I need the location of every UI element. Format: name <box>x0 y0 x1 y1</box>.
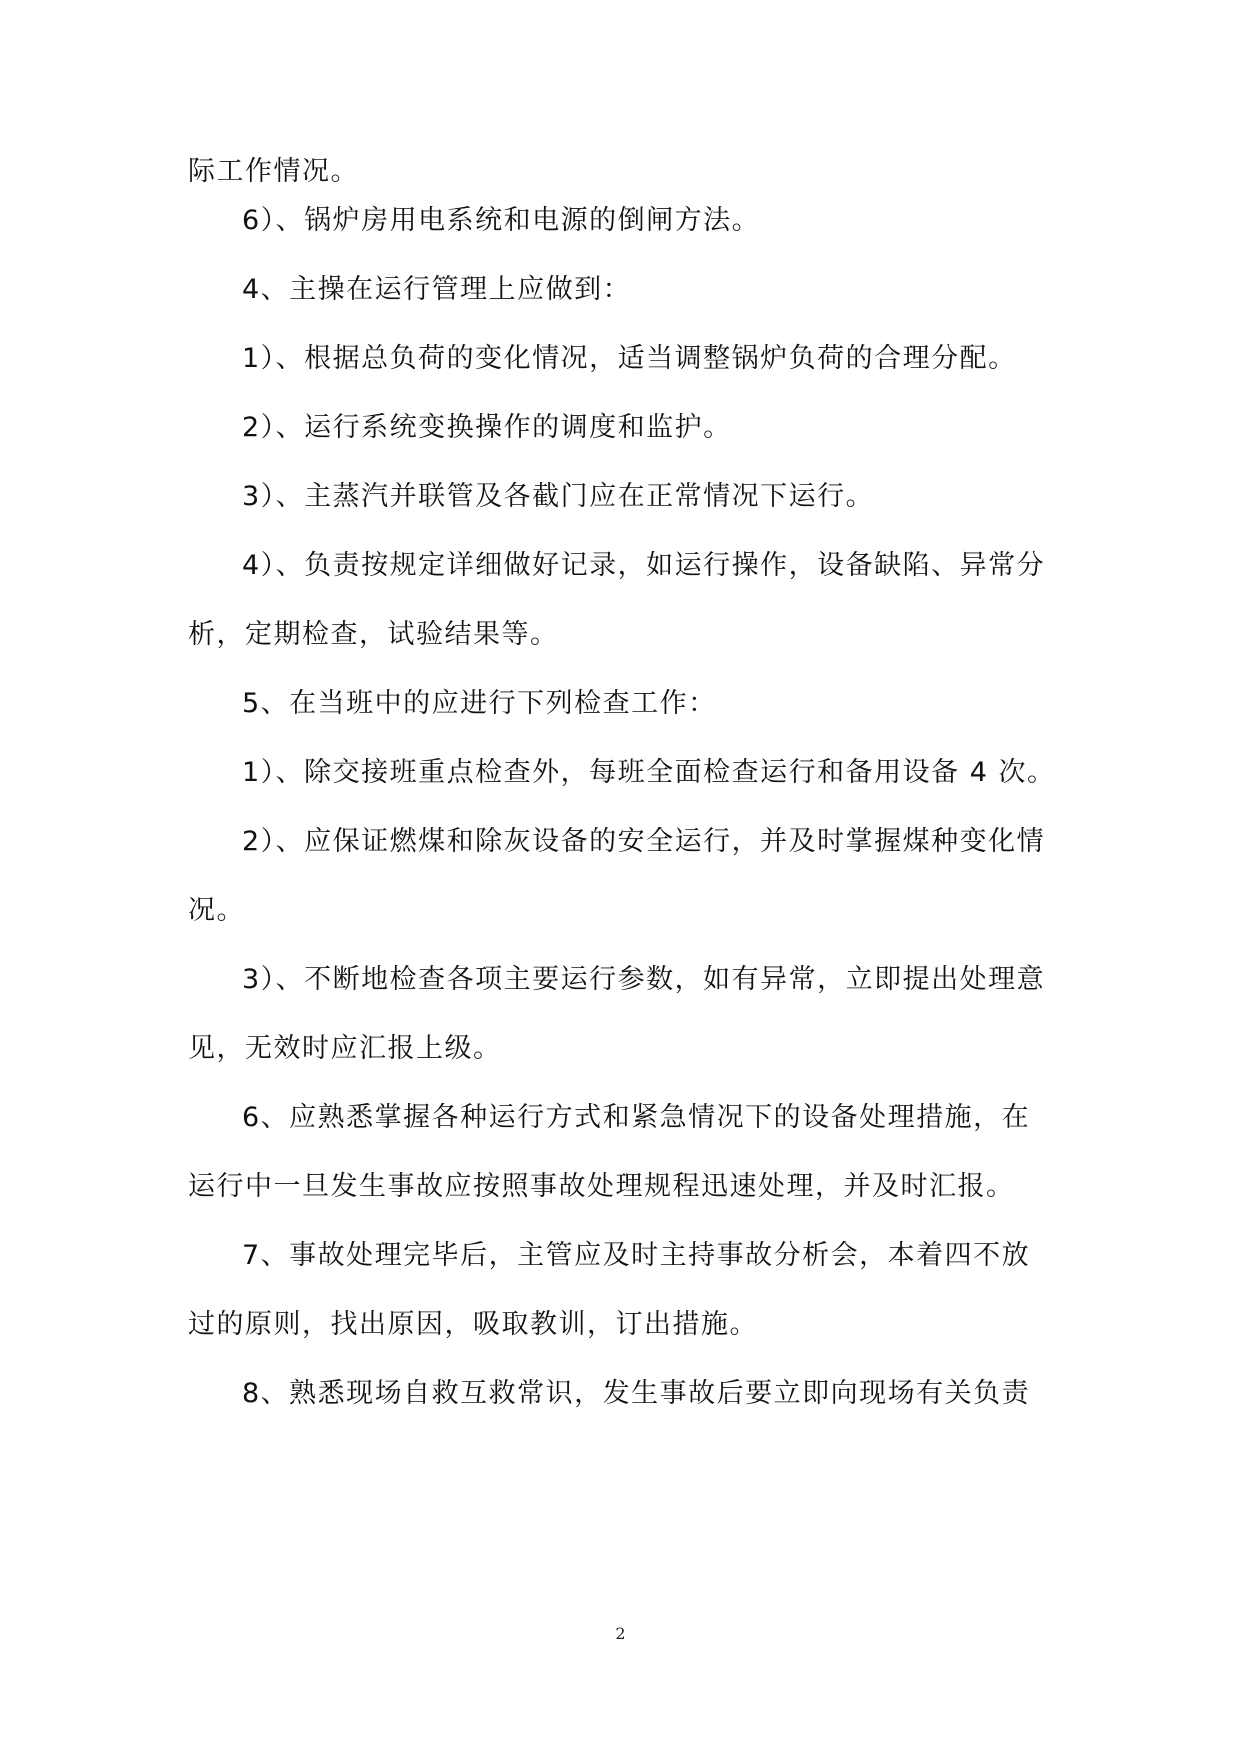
page-number: 2 <box>615 1624 626 1643</box>
text-line: 析，定期检查，试验结果等。 <box>188 619 559 650</box>
text-line: 况。 <box>188 895 245 926</box>
text-line: 际工作情况。 <box>188 156 359 187</box>
text-line: 8、熟悉现场自救互救常识，发生事故后要立即向现场有关负责 <box>242 1378 1031 1409</box>
text-line: 4、主操在运行管理上应做到： <box>242 274 632 305</box>
text-line: 1）、根据总负荷的变化情况，适当调整锅炉负荷的合理分配。 <box>242 343 1017 374</box>
text-line: 5、在当班中的应进行下列检查工作： <box>242 688 717 719</box>
text-line: 6、应熟悉掌握各种运行方式和紧急情况下的设备处理措施，在 <box>242 1102 1031 1133</box>
text-line: 3）、主蒸汽并联管及各截门应在正常情况下运行。 <box>242 481 875 512</box>
text-line: 运行中一旦发生事故应按照事故处理规程迅速处理，并及时汇报。 <box>188 1171 1015 1202</box>
text-line: 7、事故处理完毕后，主管应及时主持事故分析会，本着四不放 <box>242 1240 1031 1271</box>
text-line: 2）、应保证燃煤和除灰设备的安全运行，并及时掌握煤种变化情 <box>242 826 1046 857</box>
text-line: 过的原则，找出原因，吸取教训，订出措施。 <box>188 1309 758 1340</box>
text-line: 2）、运行系统变换操作的调度和监护。 <box>242 412 732 443</box>
text-line: 3）、不断地检查各项主要运行参数，如有异常，立即提出处理意 <box>242 964 1046 995</box>
text-line: 6）、锅炉房用电系统和电源的倒闸方法。 <box>242 205 761 236</box>
text-line: 1）、除交接班重点检查外，每班全面检查运行和备用设备 4 次。 <box>242 757 1056 788</box>
text-line: 4）、负责按规定详细做好记录，如运行操作，设备缺陷、异常分 <box>242 550 1046 581</box>
text-line: 见，无效时应汇报上级。 <box>188 1033 502 1064</box>
